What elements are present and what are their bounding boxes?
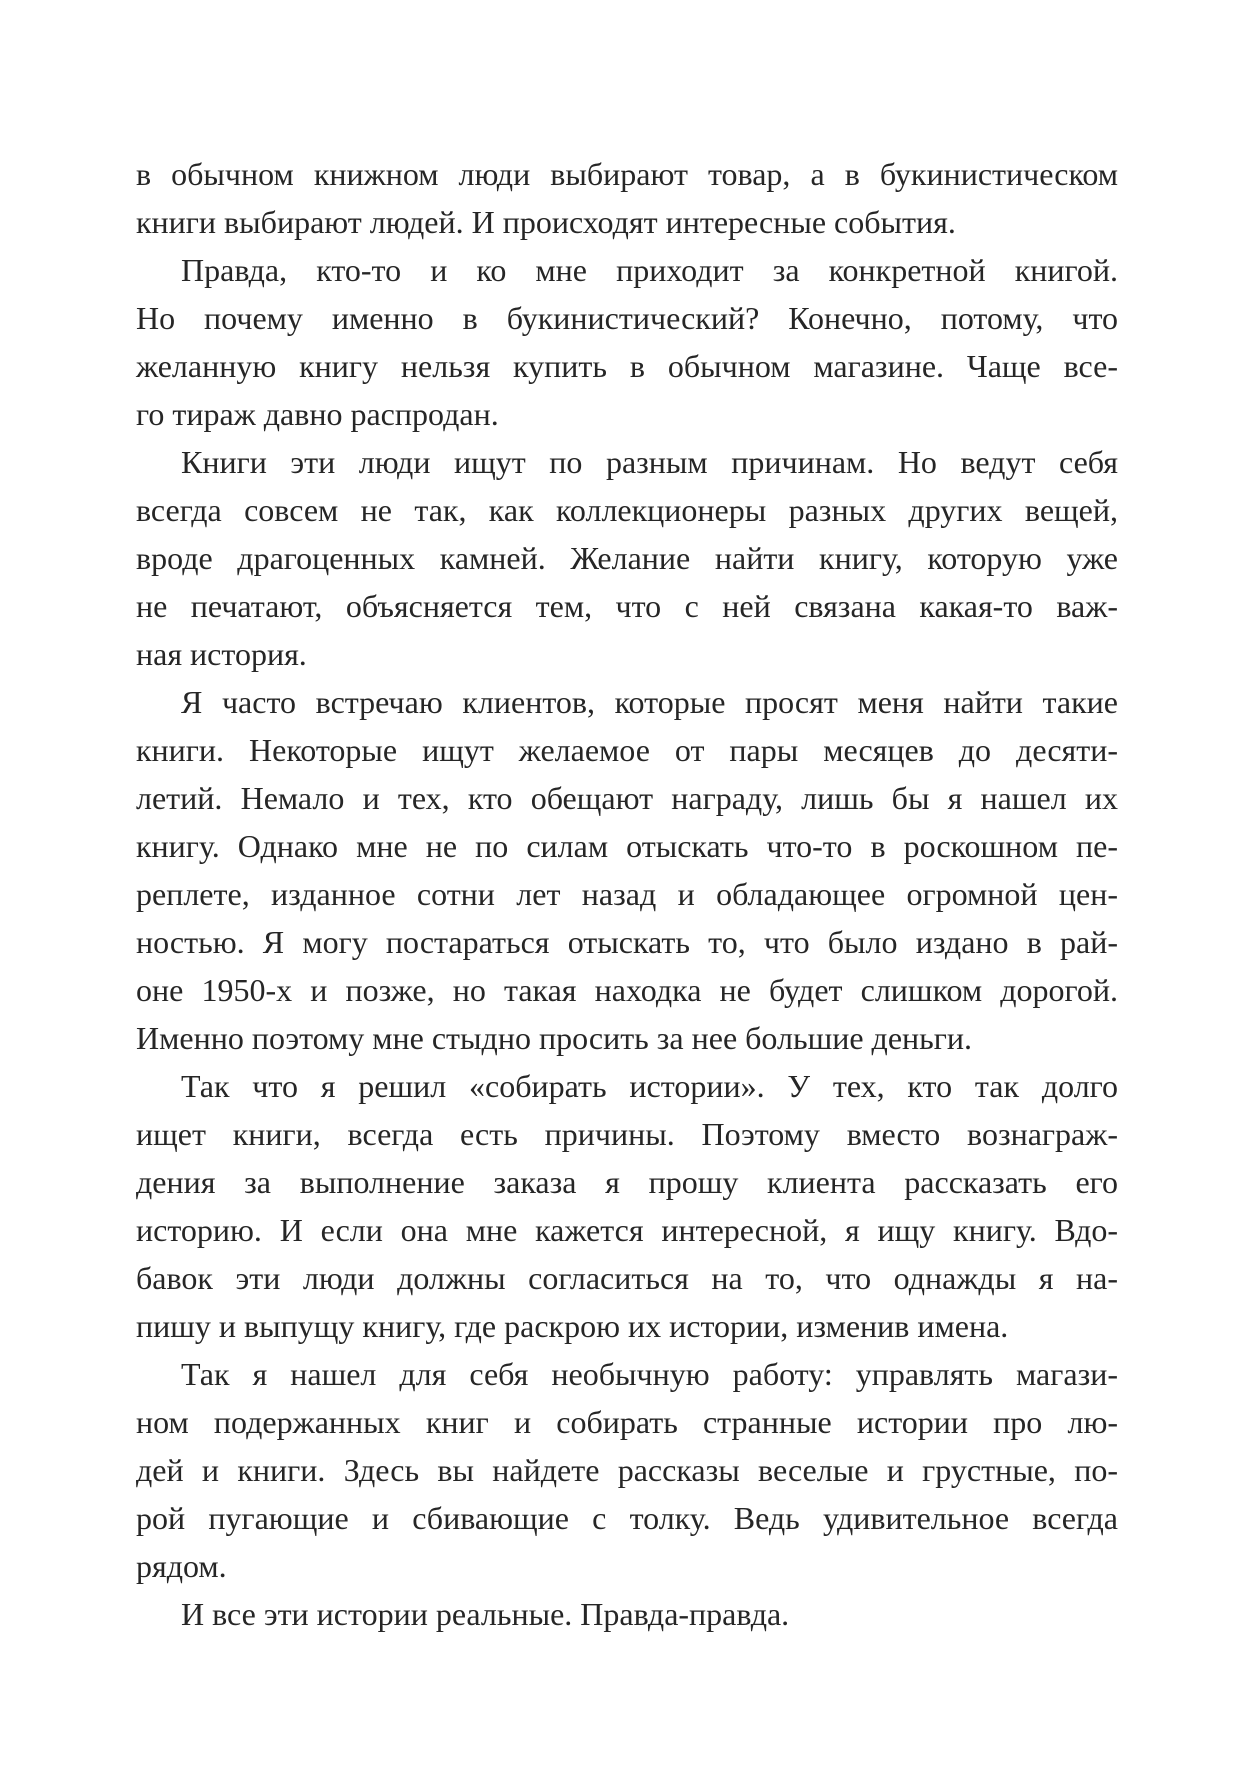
text-line: И все эти истории реальные. Правда-правда.: [181, 1596, 790, 1632]
book-page-body: [136, 150, 1118, 1638]
text-line: желанную книгу нельзя купить в обычном магазине. Чаще все-: [136, 348, 1118, 384]
text-line: го тираж давно распродан.: [136, 396, 499, 432]
text-line: дей и книги. Здесь вы найдете рассказы веселые и грустные, по-: [136, 1452, 1118, 1488]
text-line: дения за выполнение заказа я прошу клиента рассказать его: [136, 1164, 1118, 1200]
text-line: ная история.: [136, 636, 307, 672]
text-line: не печатают, объясняется тем, что с ней связана какая-то важ-: [136, 588, 1118, 624]
paragraph: [136, 678, 1118, 1062]
text-line: оне 1950-х и позже, но такая находка не будет слишком дорогой.: [136, 972, 1118, 1008]
text-line: книги. Некоторые ищут желаемое от пары месяцев до десяти-: [136, 732, 1118, 768]
text-line: пишу и выпущу книгу, где раскрою их истории, изменив имена.: [136, 1308, 1009, 1344]
text-line: вроде драгоценных камней. Желание найти книгу, которую уже: [136, 540, 1118, 576]
text-line: рядом.: [136, 1548, 227, 1584]
text-line: ищет книги, всегда есть причины. Поэтому вместо вознаграж-: [136, 1116, 1118, 1152]
paragraph: [136, 150, 1118, 246]
text-line: ном подержанных книг и собирать странные истории про лю-: [136, 1404, 1118, 1440]
text-line: бавок эти люди должны согласиться на то, что однажды я на-: [136, 1260, 1118, 1296]
text-line: летий. Немало и тех, кто обещают награду, лишь бы я нашел их: [136, 780, 1118, 816]
text-line: реплете, изданное сотни лет назад и обладающее огромной цен-: [136, 876, 1118, 912]
text-line: Я часто встречаю клиентов, которые просят меня найти такие: [181, 684, 1118, 720]
paragraph: [136, 438, 1118, 678]
text-line: ностью. Я могу постараться отыскать то, что было издано в рай-: [136, 924, 1118, 960]
text-line: Но почему именно в букинистический? Конечно, потому, что: [136, 300, 1118, 336]
text-line: книги выбирают людей. И происходят интересные события.: [136, 204, 956, 240]
text-line: в обычном книжном люди выбирают товар, а в букинистическом: [136, 156, 1118, 192]
text-line: Именно поэтому мне стыдно просить за нее большие деньги.: [136, 1020, 972, 1056]
text-line: Правда, кто-то и ко мне приходит за конкретной книгой.: [181, 252, 1118, 288]
text-line: Так что я решил «собирать истории». У тех, кто так долго: [181, 1068, 1118, 1104]
paragraph: [136, 1590, 1118, 1638]
text-line: рой пугающие и сбивающие с толку. Ведь удивительное всегда: [136, 1500, 1118, 1536]
text-line: всегда совсем не так, как коллекционеры разных других вещей,: [136, 492, 1118, 528]
text-line: историю. И если она мне кажется интересной, я ищу книгу. Вдо-: [136, 1212, 1118, 1248]
text-line: книгу. Однако мне не по силам отыскать что-то в роскошном пе-: [136, 828, 1118, 864]
paragraph: [136, 246, 1118, 438]
text-line: Книги эти люди ищут по разным причинам. Но ведут себя: [181, 444, 1118, 480]
paragraph: [136, 1062, 1118, 1350]
text-line: Так я нашел для себя необычную работу: управлять магази-: [181, 1356, 1118, 1392]
paragraph: [136, 1350, 1118, 1590]
